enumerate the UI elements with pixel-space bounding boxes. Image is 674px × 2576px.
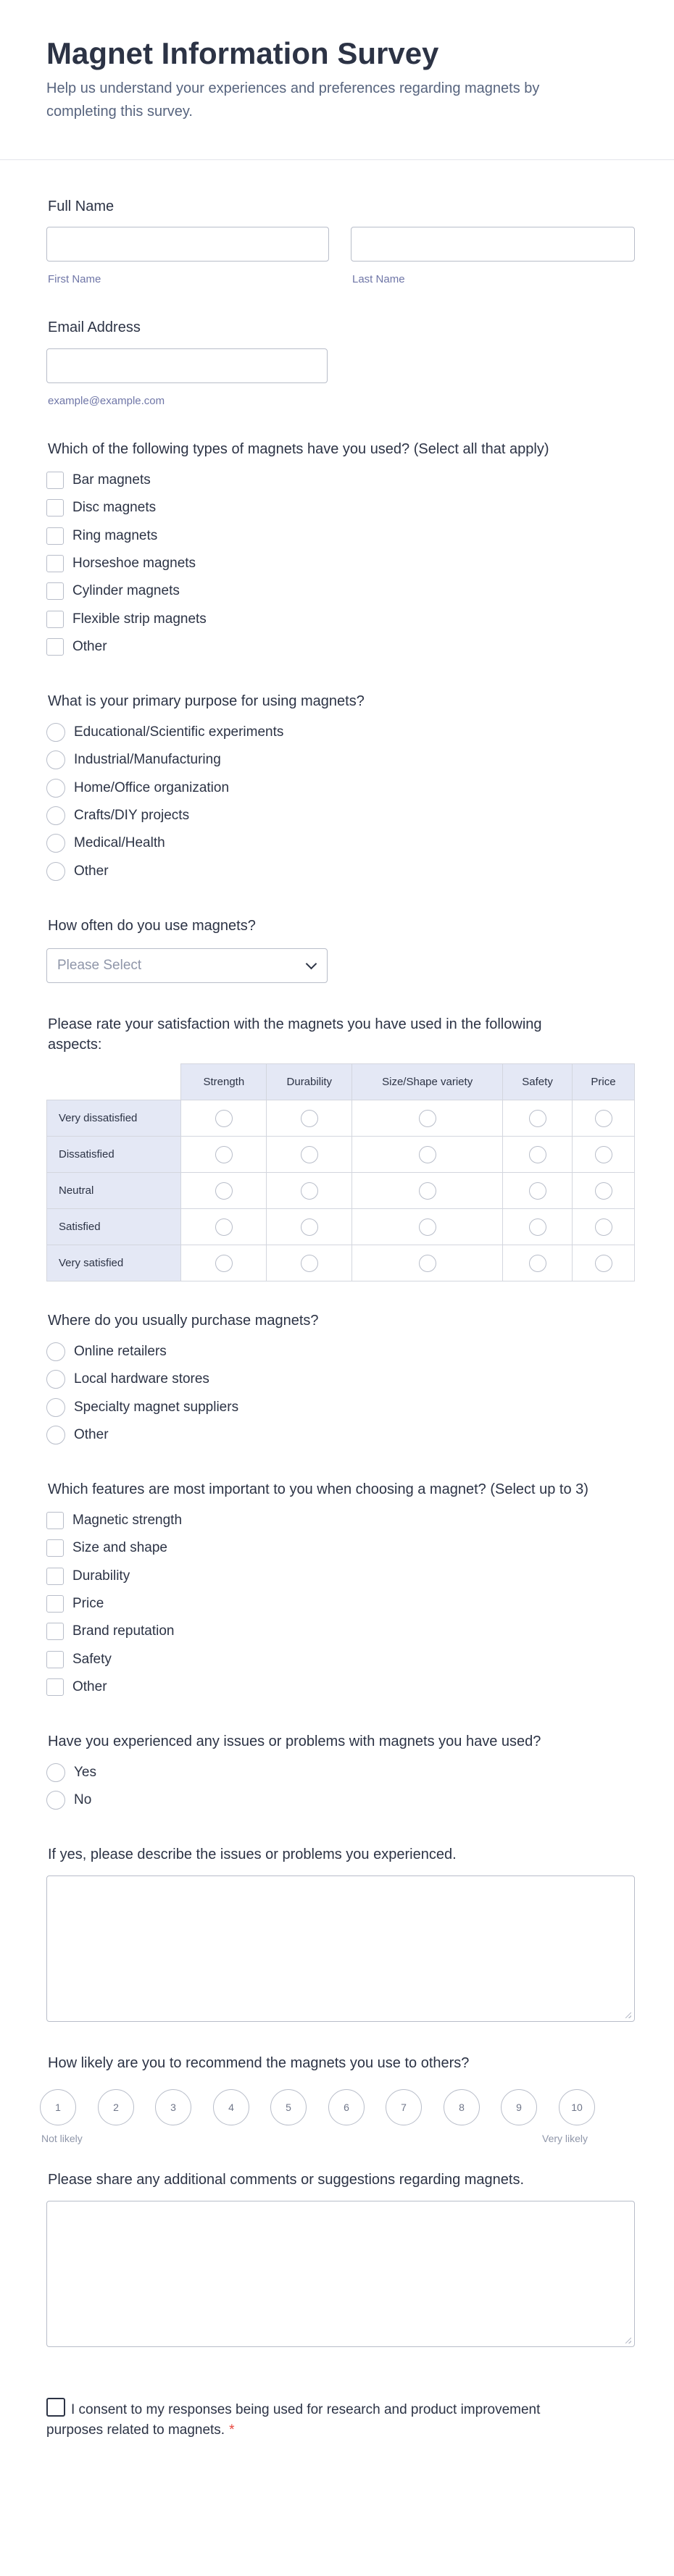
radio[interactable] (46, 1342, 65, 1361)
checkbox[interactable] (46, 1623, 64, 1640)
checkbox[interactable] (46, 555, 64, 572)
checkbox[interactable] (46, 1539, 64, 1557)
checkbox[interactable] (46, 611, 64, 628)
form-header (0, 0, 674, 160)
matrix-radio[interactable] (595, 1110, 612, 1127)
checkbox[interactable] (46, 638, 64, 656)
matrix-radio[interactable] (215, 1110, 233, 1127)
scale-option-7[interactable]: 7 (386, 2089, 422, 2125)
purchase-option[interactable] (46, 1342, 167, 1362)
first-name-input[interactable] (46, 227, 329, 262)
issues-option[interactable] (46, 1790, 91, 1810)
feature-option[interactable] (46, 1621, 175, 1642)
magnet-type-option[interactable] (46, 470, 151, 490)
matrix-row-label: Very dissatisfied (47, 1100, 181, 1137)
satisfaction-matrix (46, 1063, 635, 1281)
radio[interactable] (46, 806, 65, 825)
radio[interactable] (46, 1791, 65, 1810)
matrix-radio[interactable] (595, 1146, 612, 1163)
scale-option-4[interactable]: 4 (213, 2089, 249, 2125)
checkbox[interactable] (46, 472, 64, 489)
matrix-radio[interactable] (301, 1146, 318, 1163)
scale-option-6[interactable]: 6 (328, 2089, 365, 2125)
matrix-column-header: Durability (267, 1064, 352, 1100)
purpose-question: What is your primary purpose for using magnets? (48, 693, 365, 709)
option-label: Crafts/DIY projects (74, 808, 190, 823)
magnet-type-option[interactable] (46, 553, 196, 574)
resize-grip-icon[interactable] (625, 2012, 631, 2018)
purpose-option[interactable] (46, 861, 109, 882)
radio[interactable] (46, 1398, 65, 1417)
matrix-column-header: Strength (181, 1064, 267, 1100)
last-name-input[interactable] (351, 227, 635, 262)
option-label: Educational/Scientific experiments (74, 724, 284, 740)
frequency-question: How often do you use magnets? (48, 918, 256, 934)
radio[interactable] (46, 862, 65, 881)
matrix-radio[interactable] (301, 1255, 318, 1272)
checkbox[interactable] (46, 499, 64, 517)
scale-low-label: Not likely (41, 2133, 83, 2144)
matrix-radio[interactable] (215, 1182, 233, 1200)
option-label: Disc magnets (72, 500, 157, 515)
option-label: Other (72, 639, 107, 654)
option-label: Flexible strip magnets (72, 611, 207, 627)
option-label: Local hardware stores (74, 1371, 209, 1387)
option-label: Yes (74, 1765, 96, 1780)
scale-option-9[interactable]: 9 (501, 2089, 537, 2125)
matrix-column-header: Safety (503, 1064, 573, 1100)
matrix-header-row (47, 1064, 635, 1100)
option-label: Safety (72, 1652, 112, 1667)
purpose-option[interactable] (46, 750, 221, 770)
option-label: Ring magnets (72, 528, 158, 543)
purchase-option[interactable] (46, 1425, 109, 1445)
matrix-radio[interactable] (595, 1182, 612, 1200)
magnet-type-option[interactable] (46, 581, 180, 601)
radio[interactable] (46, 750, 65, 769)
matrix-radio[interactable] (419, 1255, 436, 1272)
scale-high-label: Very likely (542, 2133, 588, 2144)
magnet-type-option[interactable] (46, 526, 157, 546)
checkbox[interactable] (46, 1512, 64, 1529)
email-sublabel: example@example.com (48, 395, 165, 407)
option-label: Size and shape (72, 1540, 167, 1555)
option-label: Industrial/Manufacturing (74, 752, 221, 767)
issues-option[interactable] (46, 1762, 96, 1783)
scale-option-3[interactable]: 3 (155, 2089, 191, 2125)
magnet-types-question: Which of the following types of magnets have you used? (Select all that apply) (48, 441, 549, 457)
matrix-row (47, 1137, 635, 1173)
matrix-radio[interactable] (419, 1146, 436, 1163)
option-label: Price (72, 1596, 104, 1611)
matrix-radio[interactable] (301, 1218, 318, 1236)
matrix-row (47, 1209, 635, 1245)
matrix-corner (47, 1064, 181, 1100)
purpose-option[interactable] (46, 833, 165, 853)
checkbox[interactable] (46, 1595, 64, 1613)
matrix-radio[interactable] (215, 1146, 233, 1163)
purchase-option[interactable] (46, 1369, 209, 1389)
checkbox[interactable] (46, 1568, 64, 1585)
matrix-radio[interactable] (529, 1218, 546, 1236)
scale-option-8[interactable]: 8 (444, 2089, 480, 2125)
option-label: Medical/Health (74, 835, 165, 850)
matrix-radio[interactable] (529, 1146, 546, 1163)
magnet-type-option[interactable] (46, 609, 207, 630)
feature-option[interactable] (46, 1538, 167, 1558)
last-name-sublabel: Last Name (352, 273, 405, 285)
issues-describe-textarea[interactable] (46, 1875, 635, 2022)
feature-option[interactable] (46, 1510, 182, 1531)
matrix-radio[interactable] (529, 1110, 546, 1127)
form-title: Magnet Information Survey (46, 36, 439, 70)
matrix-radio[interactable] (419, 1218, 436, 1236)
matrix-radio[interactable] (595, 1255, 612, 1272)
purchase-question: Where do you usually purchase magnets? (48, 1313, 319, 1329)
option-label: Brand reputation (72, 1623, 175, 1639)
matrix-radio[interactable] (595, 1218, 612, 1236)
option-label: Specialty magnet suppliers (74, 1400, 239, 1415)
email-input[interactable] (46, 348, 328, 383)
feature-option[interactable] (46, 1594, 104, 1614)
radio[interactable] (46, 779, 65, 798)
matrix-radio[interactable] (529, 1255, 546, 1272)
radio[interactable] (46, 1426, 65, 1444)
matrix-row (47, 1245, 635, 1281)
option-label: Horseshoe magnets (72, 556, 196, 571)
issues-describe-question: If yes, please describe the issues or problems you experienced. (48, 1847, 457, 1862)
matrix-radio[interactable] (301, 1110, 318, 1127)
matrix-radio[interactable] (215, 1255, 233, 1272)
matrix-radio[interactable] (529, 1182, 546, 1200)
consent-checkbox[interactable] (46, 2398, 65, 2417)
required-mark: * (229, 2422, 235, 2438)
matrix-radio[interactable] (419, 1182, 436, 1200)
consent-text: I consent to my responses being used for research and product improvement purposes related to magnets. (46, 2402, 541, 2438)
option-label: Other (74, 1427, 109, 1442)
matrix-radio[interactable] (301, 1182, 318, 1200)
chevron-down-icon (306, 958, 317, 970)
matrix-row-label: Neutral (47, 1173, 181, 1209)
option-label: Online retailers (74, 1344, 167, 1359)
feature-option[interactable] (46, 1677, 107, 1697)
purchase-option[interactable] (46, 1397, 238, 1418)
select-placeholder: Please Select (57, 958, 142, 973)
matrix-row (47, 1173, 635, 1209)
radio[interactable] (46, 834, 65, 853)
radio[interactable] (46, 723, 65, 742)
radio[interactable] (46, 1763, 65, 1782)
matrix-column-header: Size/Shape variety (352, 1064, 503, 1100)
comments-textarea[interactable] (46, 2201, 635, 2347)
feature-option[interactable] (46, 1649, 112, 1670)
matrix-radio[interactable] (215, 1218, 233, 1236)
email-label: Email Address (48, 319, 141, 335)
magnet-type-option[interactable] (46, 498, 156, 518)
checkbox[interactable] (46, 1651, 64, 1668)
matrix-row-label: Dissatisfied (47, 1137, 181, 1173)
option-label: Durability (72, 1568, 130, 1584)
first-name-sublabel: First Name (48, 273, 101, 285)
purpose-option[interactable] (46, 722, 283, 743)
matrix-column-header: Price (573, 1064, 635, 1100)
comments-question: Please share any additional comments or suggestions regarding magnets. (48, 2172, 525, 2188)
option-label: Home/Office organization (74, 780, 230, 795)
consent-field (46, 2398, 554, 2441)
full-name-label: Full Name (48, 198, 115, 214)
checkbox[interactable] (46, 1678, 64, 1696)
magnet-type-option[interactable] (46, 637, 107, 657)
scale-option-10[interactable]: 10 (559, 2089, 595, 2125)
matrix-radio[interactable] (419, 1110, 436, 1127)
matrix-row-label: Satisfied (47, 1209, 181, 1245)
features-question: Which features are most important to you when choosing a magnet? (Select up to 3) (48, 1481, 588, 1497)
option-label: No (74, 1792, 92, 1807)
frequency-select[interactable] (46, 948, 328, 983)
option-label: Bar magnets (72, 472, 151, 488)
checkbox[interactable] (46, 582, 64, 600)
option-label: Other (74, 863, 109, 879)
scale-option-5[interactable]: 5 (270, 2089, 307, 2125)
form-subtitle: Help us understand your experiences and preferences regarding magnets by completing this survey. (46, 80, 540, 120)
radio[interactable] (46, 1370, 65, 1389)
scale-option-1[interactable]: 1 (40, 2089, 76, 2125)
scale-option-2[interactable]: 2 (98, 2089, 134, 2125)
matrix-row (47, 1100, 635, 1137)
resize-grip-icon[interactable] (625, 2338, 631, 2343)
purpose-option[interactable] (46, 778, 229, 798)
feature-option[interactable] (46, 1566, 130, 1586)
purpose-option[interactable] (46, 806, 189, 826)
option-label: Cylinder magnets (72, 583, 180, 598)
issues-question: Have you experienced any issues or problems with magnets you have used? (48, 1734, 541, 1749)
recommend-question: How likely are you to recommend the magnets you use to others? (48, 2055, 470, 2071)
matrix-row-label: Very satisfied (47, 1245, 181, 1281)
checkbox[interactable] (46, 527, 64, 545)
option-label: Magnetic strength (72, 1513, 183, 1528)
option-label: Other (72, 1679, 107, 1694)
satisfaction-question: Please rate your satisfaction with the magnets you have used in the following aspects: (48, 1016, 542, 1053)
